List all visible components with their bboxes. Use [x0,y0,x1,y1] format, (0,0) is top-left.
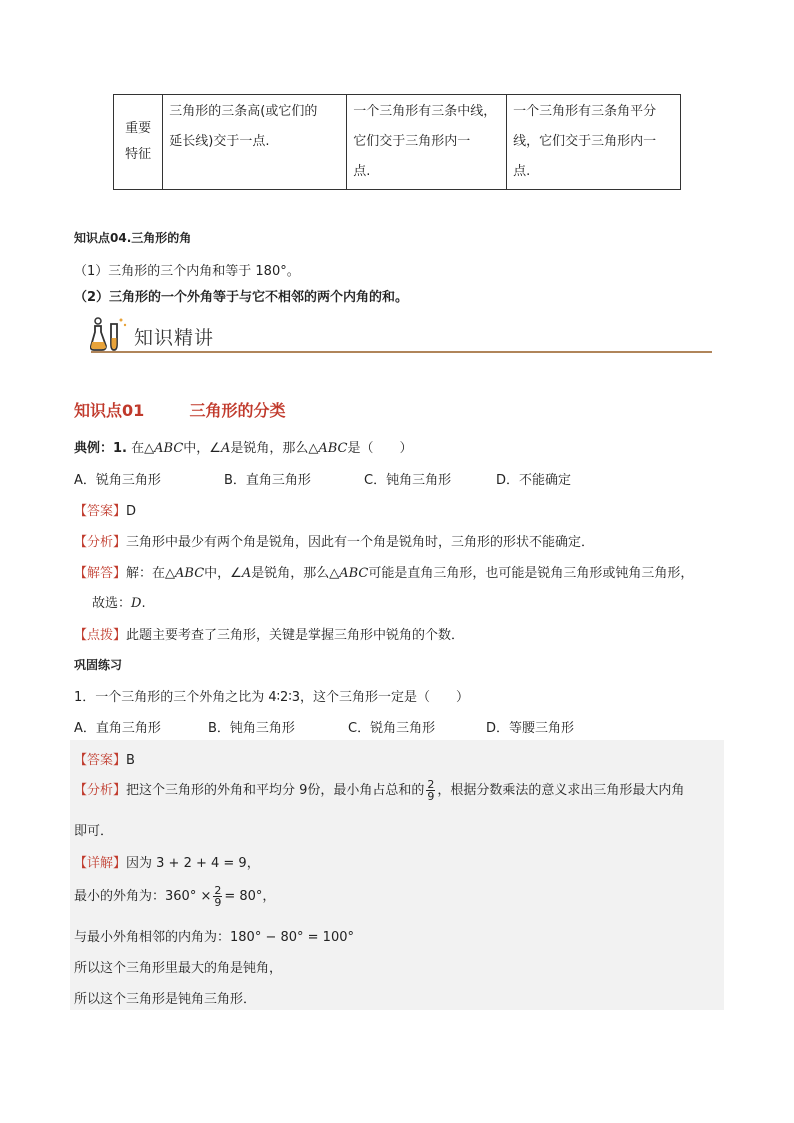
q-part-2: 中，∠ [183,441,221,456]
q-part-1: 在△ [131,441,155,456]
choose-value: D [131,596,142,611]
example-option-a: A．锐角三角形 [74,473,161,488]
fraction-denominator-2: 9 [214,896,222,909]
solution-tag: 【解答】 [74,566,127,581]
solution-part-3: 是锐角，那么△ [251,566,340,581]
kp04-item-1: （1）三角形的三个内角和等于 180°。 [74,264,300,279]
solution-part-1: 解：在△ [126,566,176,581]
median-line-3: 点. [353,164,371,179]
kp04-title: 知识点04.三角形的角 [74,231,192,245]
tip-text: 此题主要考查了三角形，关键是掌握三角形中锐角的个数． [126,628,465,643]
median-line-2: 它们交于三角形内一 [353,134,471,149]
practice-analysis-tag: 【分析】 [74,783,127,798]
q-abc-1: ABC [154,441,184,456]
practice-answer-tag: 【答案】 [74,753,127,768]
fraction-numerator-2: 2 [214,884,222,897]
practice-answer-value: B [126,753,135,768]
practice-answer [74,749,135,768]
practice-detail-1 [74,852,260,871]
example-option-d: D．不能确定 [496,473,572,488]
fraction-two-ninths-2 [213,885,222,908]
fraction-numerator: 2 [427,778,435,791]
example-prefix: 典例： [74,441,114,456]
q-part-3: 是锐角，那么△ [230,441,319,456]
kp01-label: 知识点01 [74,401,145,420]
q-angle-a: A [220,441,231,456]
q-part-4: 是（ ） [347,441,413,456]
practice-detail-tag: 【详解】 [74,856,127,871]
practice-question: 1．一个三角形的三个外角之比为 4∶2∶3，这个三角形一定是（ ） [74,690,469,705]
lab-flask-icon [90,316,130,356]
altitude-line-2: 延长线)交于一点. [169,134,270,149]
kp04-item-2: （2）三角形的一个外角等于与它不相邻的两个内角的和。 [74,290,409,305]
example-solution [74,562,693,581]
practice-detail-3: 与最小外角相邻的内角为：180° − 80° = 100° [74,930,354,945]
banner-divider [91,351,712,353]
altitude-line-1: 三角形的三条高(或它们的 [169,104,318,119]
solution-abc-1: ABC [175,566,205,581]
detail-line-1: 因为 3 + 2 + 4 = 9， [126,856,260,871]
practice-detail-2 [74,885,275,908]
solution-part-4: 可能是直角三角形，也可能是锐角三角形或钝角三角形， [368,566,694,581]
practice-detail-4: 所以这个三角形里最大的角是钝角， [74,961,283,976]
example-choose [92,592,146,611]
practice-analysis [74,779,684,802]
choose-end: . [141,596,146,611]
header-line-2: 特征 [125,147,152,162]
tip-tag: 【点拨】 [74,628,127,643]
example-analysis [74,531,594,550]
fraction-two-ninths [426,779,435,802]
practice-option-c: C．锐角三角形 [348,721,436,736]
fraction-denominator: 9 [427,790,435,803]
practice-heading: 巩固练习 [74,658,123,672]
example-number: 1. [113,441,127,456]
altitude-cell [163,95,347,190]
practice-analysis-end: 即可． [74,824,114,839]
answer-tag: 【答案】 [74,504,127,519]
answer-value: D [126,504,137,519]
bisector-line-2: 线，它们交于三角形内一 [513,134,657,149]
kp01-heading [74,398,285,421]
banner-title: 知识精讲 [134,327,215,349]
solution-part-2: 中，∠ [204,566,242,581]
bisector-line-3: 点. [513,164,531,179]
example-tip [74,624,464,643]
practice-option-b: B．钝角三角形 [208,721,295,736]
example-answer [74,500,136,519]
kp01-title: 三角形的分类 [189,401,286,420]
header-line-1: 重要 [125,121,152,136]
choose-label: 故选： [92,596,132,611]
table-row [114,95,681,190]
analysis-tag: 【分析】 [74,535,127,550]
practice-analysis-part-2: ，根据分数乘法的意义求出三角形最大内角 [437,783,685,798]
analysis-text: 三角形中最少有两个角是锐角，因此有一个角是锐角时，三角形的形状不能确定． [126,535,595,550]
bisector-line-1: 一个三角形有三条角平分 [513,104,657,119]
practice-detail-5: 所以这个三角形是钝角三角形． [74,992,257,1007]
median-cell [347,95,507,190]
median-line-1: 一个三角形有三条中线， [353,104,497,119]
q-abc-2: ABC [318,441,348,456]
solution-abc-2: ABC [339,566,369,581]
features-table [113,94,681,190]
detail-line-2b: = 80°， [224,889,276,904]
example-question [74,437,412,456]
table-header-cell [114,95,163,190]
example-option-c: C．钝角三角形 [364,473,452,488]
solution-angle-a: A [241,566,252,581]
practice-option-a: A．直角三角形 [74,721,161,736]
practice-option-d: D．等腰三角形 [486,721,575,736]
practice-analysis-part-1: 把这个三角形的外角和平均分 9份，最小角占总和的 [126,783,425,798]
detail-line-2a: 最小的外角为：360° × [74,889,212,904]
example-option-b: B．直角三角形 [224,473,311,488]
bisector-cell [507,95,681,190]
